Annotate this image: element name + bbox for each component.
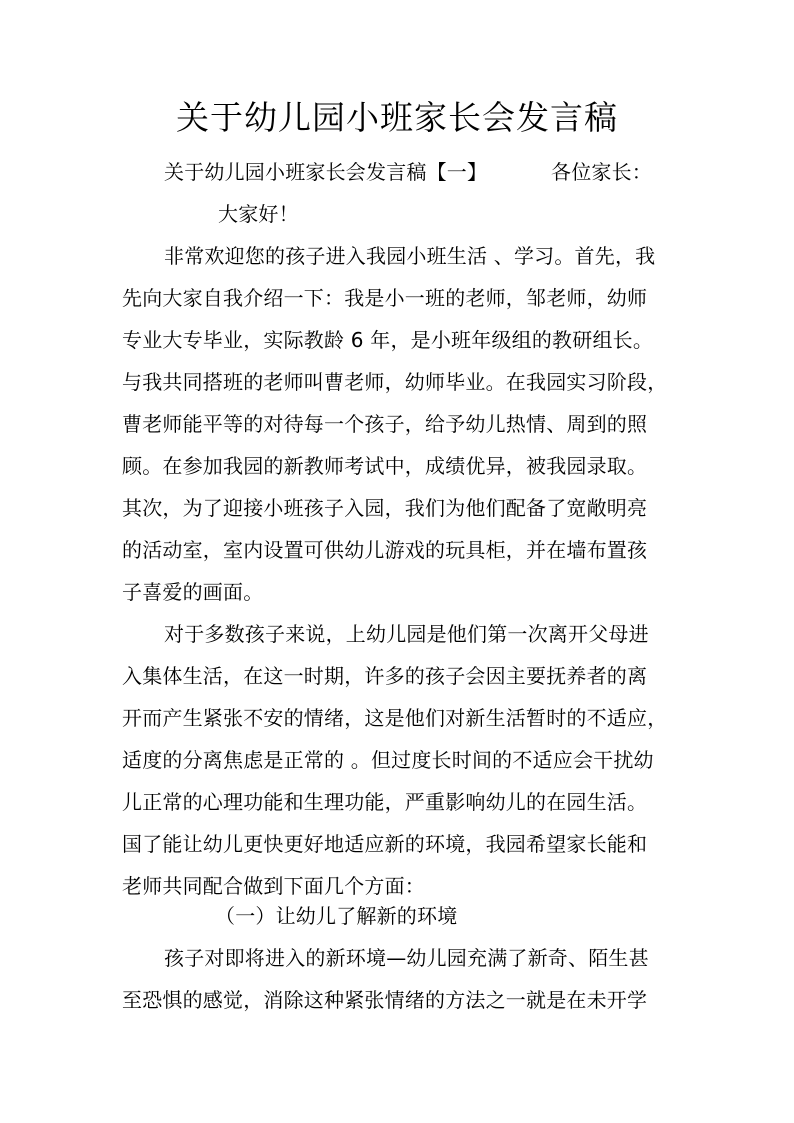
paragraph-line: 老师共同配合做到下面几个方面：	[122, 874, 425, 898]
paragraph-line: 非常欢迎您的孩子进入我园小班生活 、学习。首先，我	[164, 244, 656, 268]
document-title: 关于幼儿园小班家长会发言稿	[176, 98, 618, 137]
paragraph-line: 入集体生活，在这一时期，许多的孩子会因主要抚养者的离	[122, 664, 648, 688]
paragraph-line: 子喜爱的画面。	[122, 580, 264, 604]
paragraph-line: 开而产生紧张不安的情绪，这是他们对新生活暂时的不适应，	[122, 706, 668, 730]
paragraph-line: 儿正常的心理功能和生理功能，严重影响幼儿的在园生活。	[122, 790, 648, 814]
paragraph-line: 孩子对即将进入的新环境—幼儿园充满了新奇、陌生甚	[164, 946, 649, 970]
paragraph-line: 对于多数孩子来说，上幼儿园是他们第一次离开父母进	[164, 622, 649, 646]
paragraph-line: 专业大专毕业，实际教龄 6 年，是小班年级组的教研组长。	[122, 328, 654, 352]
paragraph-line: 其次，为了迎接小班孩子入园，我们为他们配备了宽敞明亮	[122, 496, 648, 520]
document-subtitle: 关于幼儿园小班家长会发言稿【一】	[164, 160, 488, 184]
paragraph-line: 的活动室，室内设置可供幼儿游戏的玩具柜，并在墙布置孩	[122, 538, 648, 562]
paragraph-line: 适度的分离焦虑是正常的 。但过度长时间的不适应会干扰幼	[122, 748, 654, 772]
paragraph-line: 先向大家自我介绍一下：我是小一班的老师，邹老师，幼师	[122, 286, 648, 310]
paragraph-line: 至恐惧的感觉，消除这种紧张情绪的方法之一就是在未开学	[122, 988, 648, 1012]
salutation: 各位家长：	[551, 160, 652, 184]
paragraph-line: 与我共同搭班的老师叫曹老师，幼师毕业。在我园实习阶段，	[122, 370, 668, 394]
section-heading: （一）让幼儿了解新的环境	[215, 904, 458, 928]
paragraph-line: 国了能让幼儿更快更好地适应新的环境，我园希望家长能和	[122, 832, 648, 856]
paragraph-line: 曹老师能平等的对待每一个孩子，给予幼儿热情、周到的照	[122, 412, 648, 436]
greeting: 大家好！	[218, 202, 299, 226]
paragraph-line: 顾。在参加我园的新教师考试中，成绩优异，被我园录取。	[122, 454, 648, 478]
